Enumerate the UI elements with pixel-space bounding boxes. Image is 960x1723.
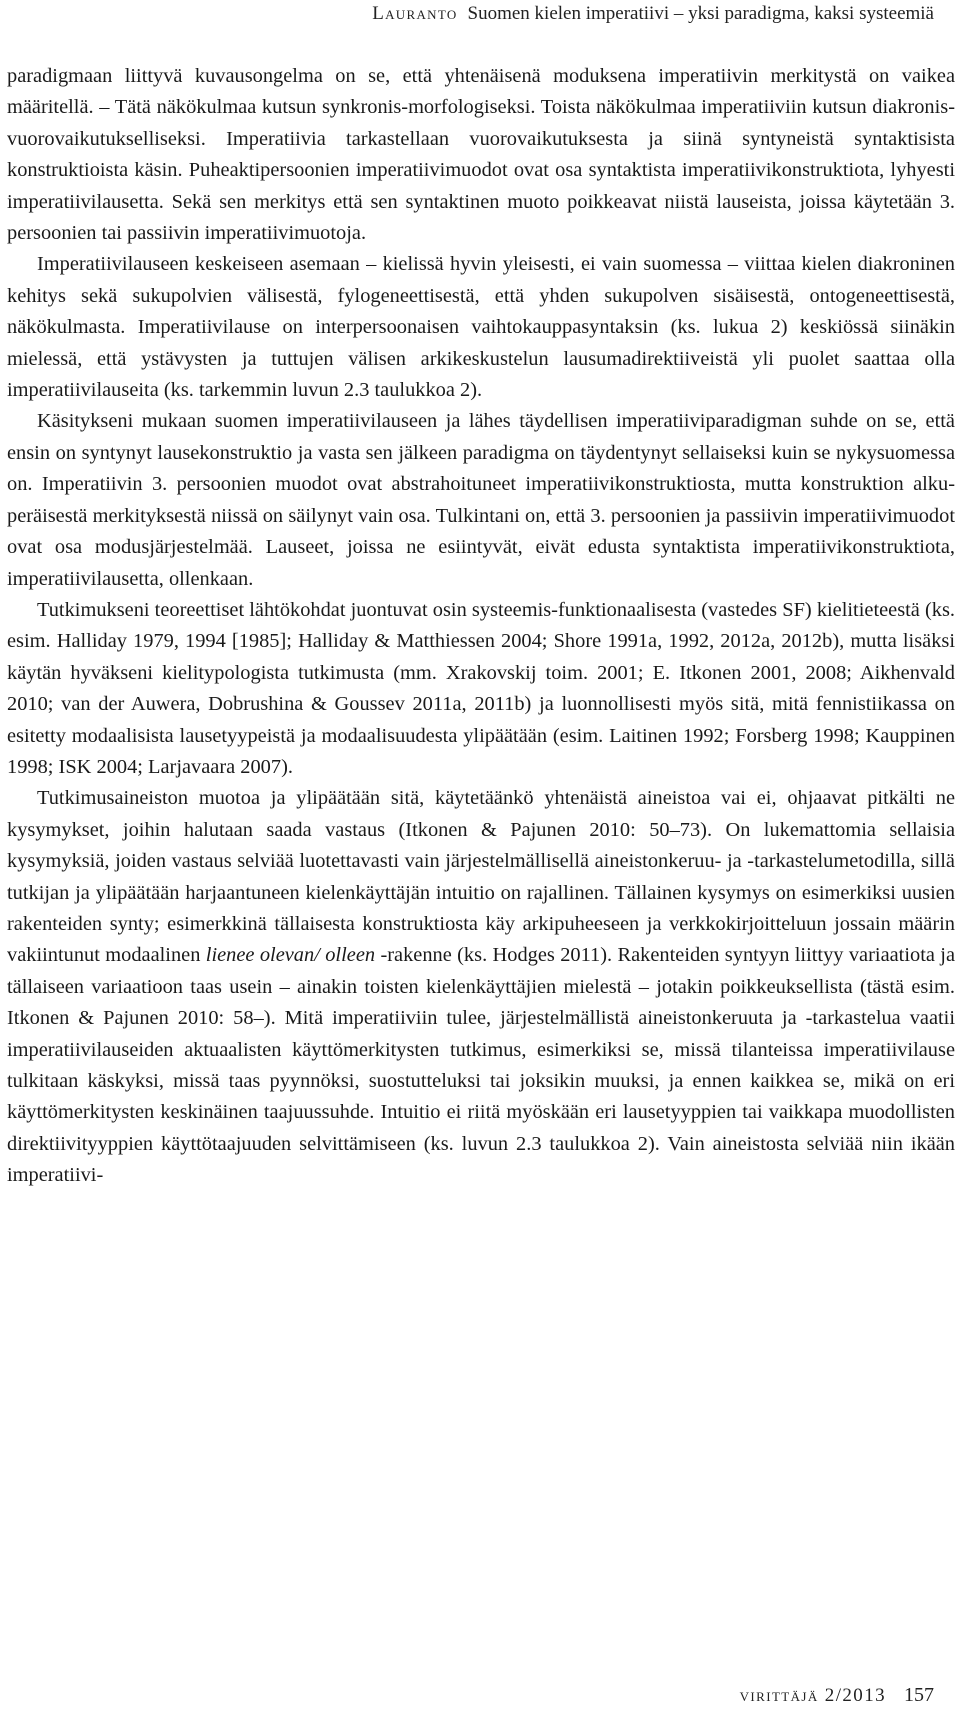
paragraph-5 [7, 783, 955, 1191]
header-title: Suomen kielen imperatiivi – yksi paradigma, kaksi systeemiä [467, 3, 934, 24]
paragraph-5-text-end: -rakenne (ks. Hodges 2011). Rakenteiden syntyyn liittyy variaatiota ja tällaiseen variaatioon taas usein – ainakin toisten kielenkäyttäjien mielestä – jotakin poikkeuksellista (tästä esim. Itkonen & Pajunen 2010: 58–). Mitä imperatiiviin tulee, järjestelmällistä aineistonkeruuta ja -tarkastelua vaatii imperatiivilauseiden aktuaalisten käyttömerkitysten tutkimus, esimerkiksi se, missä tilanteissa imperatiivilause tulkitaan käskyksi, missä taas pyynnöksi, suostutteluksi tai joksikin muuksi, ja ennen kaikkea se, mikä on eri käyttömerkitysten keskinäinen taajuussuhde. Intuitio ei riitä myöskään eri lausetyyppien tai vaikkapa muodollisten direktiivityyppien käyttötaajuuden selvittämiseen (ks. luvun 2.3 taulukkoa 2). Vain aineistosta selviää niin ikään imperatiivi- [7, 944, 956, 1187]
paragraph-3: Käsitykseni mukaan suomen imperatiivilauseen ja lähes täydellisen imperatiiviparadigman suhde on se, että ensin on syntynyt lausekonstruktio ja vasta sen jälkeen paradigma on täydentynyt sellaiseksi kuin se nykysuomessa on. Imperatiivin 3. persoonien muodot ovat abstrahoituneet imperatiivikonstruktiosta, mutta konstruktion alkuperäisestä merkityksestä niissä on säilynyt vain osa. Tulkintani on, että 3. persoonien ja passiivin imperatiivimuodot ovat osa modusjärjestelmää. Lauseet, joissa ne esiintyvät, eivät edusta syntaktista imperatiivikonstruktiota, imperatiivilausetta, ollenkaan. [7, 410, 955, 590]
page-number: 157 [904, 1684, 934, 1706]
paragraph-2: Imperatiivilauseen keskeiseen asemaan – kielissä hyvin yleisesti, ei vain suomessa – viittaa kielen diakroninen kehitys sekä sukupolvien välisestä, fylogeneettisestä, että yhden sukupolven sisäisestä, ontogeneettisestä, näkökulmasta. Imperatiivilause on interpersoonaisen vaihtokauppasyntaksin (ks. lukua 2) keskiössä siinäkin mielessä, että ystävysten ja tuttujen välisen arkikeskustelun lausumadirektiiveistä yli puolet saattaa olla imperatiivilauseita (ks. tarkemmin luvun 2.3 taulukkoa 2). [7, 253, 955, 402]
page-footer [740, 1678, 934, 1712]
italic-example-phrase: lienee olevan/ olleen [205, 944, 376, 967]
paragraph-4: Tutkimukseni teoreettiset lähtökohdat juontuvat osin systeemis-funktionaalisesta (vastedes SF) kielitieteestä (ks. esim. Halliday 1979, 1994 [1985]; Halliday & Matthiessen 2004; Shore 1991a, 1992, 2012a, 2012b), mutta lisäksi käytän hyväkseni kielitypologista tutkimusta (mm. Xrakovskij toim. 2001; E. Itkonen 2001, 2008; Aikhenvald 2010; van der Auwera, Dobrushina & Goussev 2011a, 2011b) ja luonnollisesti myös sitä, mitä fennistiikassa on esitetty modaalisista lausetyypeistä ja modaalisuudesta ylipäätään (esim. Laitinen 1992; Forsberg 1998; Kauppinen 1998; ISK 2004; Larjavaara 2007). [7, 598, 955, 778]
footer-journal: virittäjä 2/2013 [739, 1685, 886, 1706]
header-author: Lauranto [372, 3, 458, 24]
paragraph-1: paradigmaan liittyvä kuvausongelma on se, että yhtenäisenä moduksena imperatiivin merkitystä on vaikea määritellä. – Tätä näkökulmaa kutsun synkronis-morfologiseksi. Toista näkökulmaa imperatiiviin kutsun diakronis-vuorovaikutukselliseksi. Imperatiivia tarkastellaan vuorovaikutuksesta ja siinä syntyneistä syntaktisista konstruktioista käsin. Puheaktipersoonien imperatiivimuodot ovat osa syntaktista imperatiivikonstruktiota, lyhyesti imperatiivilausetta. Sekä sen merkitys että sen syntaktinen muoto poikkeavat niistä lauseista, joissa käytetään 3. persoonien tai passiivin imperatiivimuotoja. [7, 65, 955, 245]
article-body [7, 61, 955, 1192]
paragraph-5-text-start: Tutkimusaineiston muotoa ja ylipäätään sitä, käytetäänkö yhtenäistä aineistoa vai ei, ohjaavat pitkälti ne kysymykset, joihin halutaan saada vastaus (Itkonen & Pajunen 2010: 50–73). On lukemattomia sellaisia kysymyksiä, joiden vastaus selviää luotettavasti vain järjestelmällisellä aineistonkeruu- ja -tarkastelumetodilla, sillä tutkijan ja ylipäätään harjaantuneen kielenkäyttäjän intuitio on rajallinen. Tällainen kysymys on esimerkiksi uusien rakenteiden synty; esimerkkinä tällaisesta konstruktiosta käy arkipuheeseen ja verkkokirjoitteluun jossain määrin vakiintunut modaalinen [7, 787, 955, 967]
running-header [372, 0, 934, 30]
